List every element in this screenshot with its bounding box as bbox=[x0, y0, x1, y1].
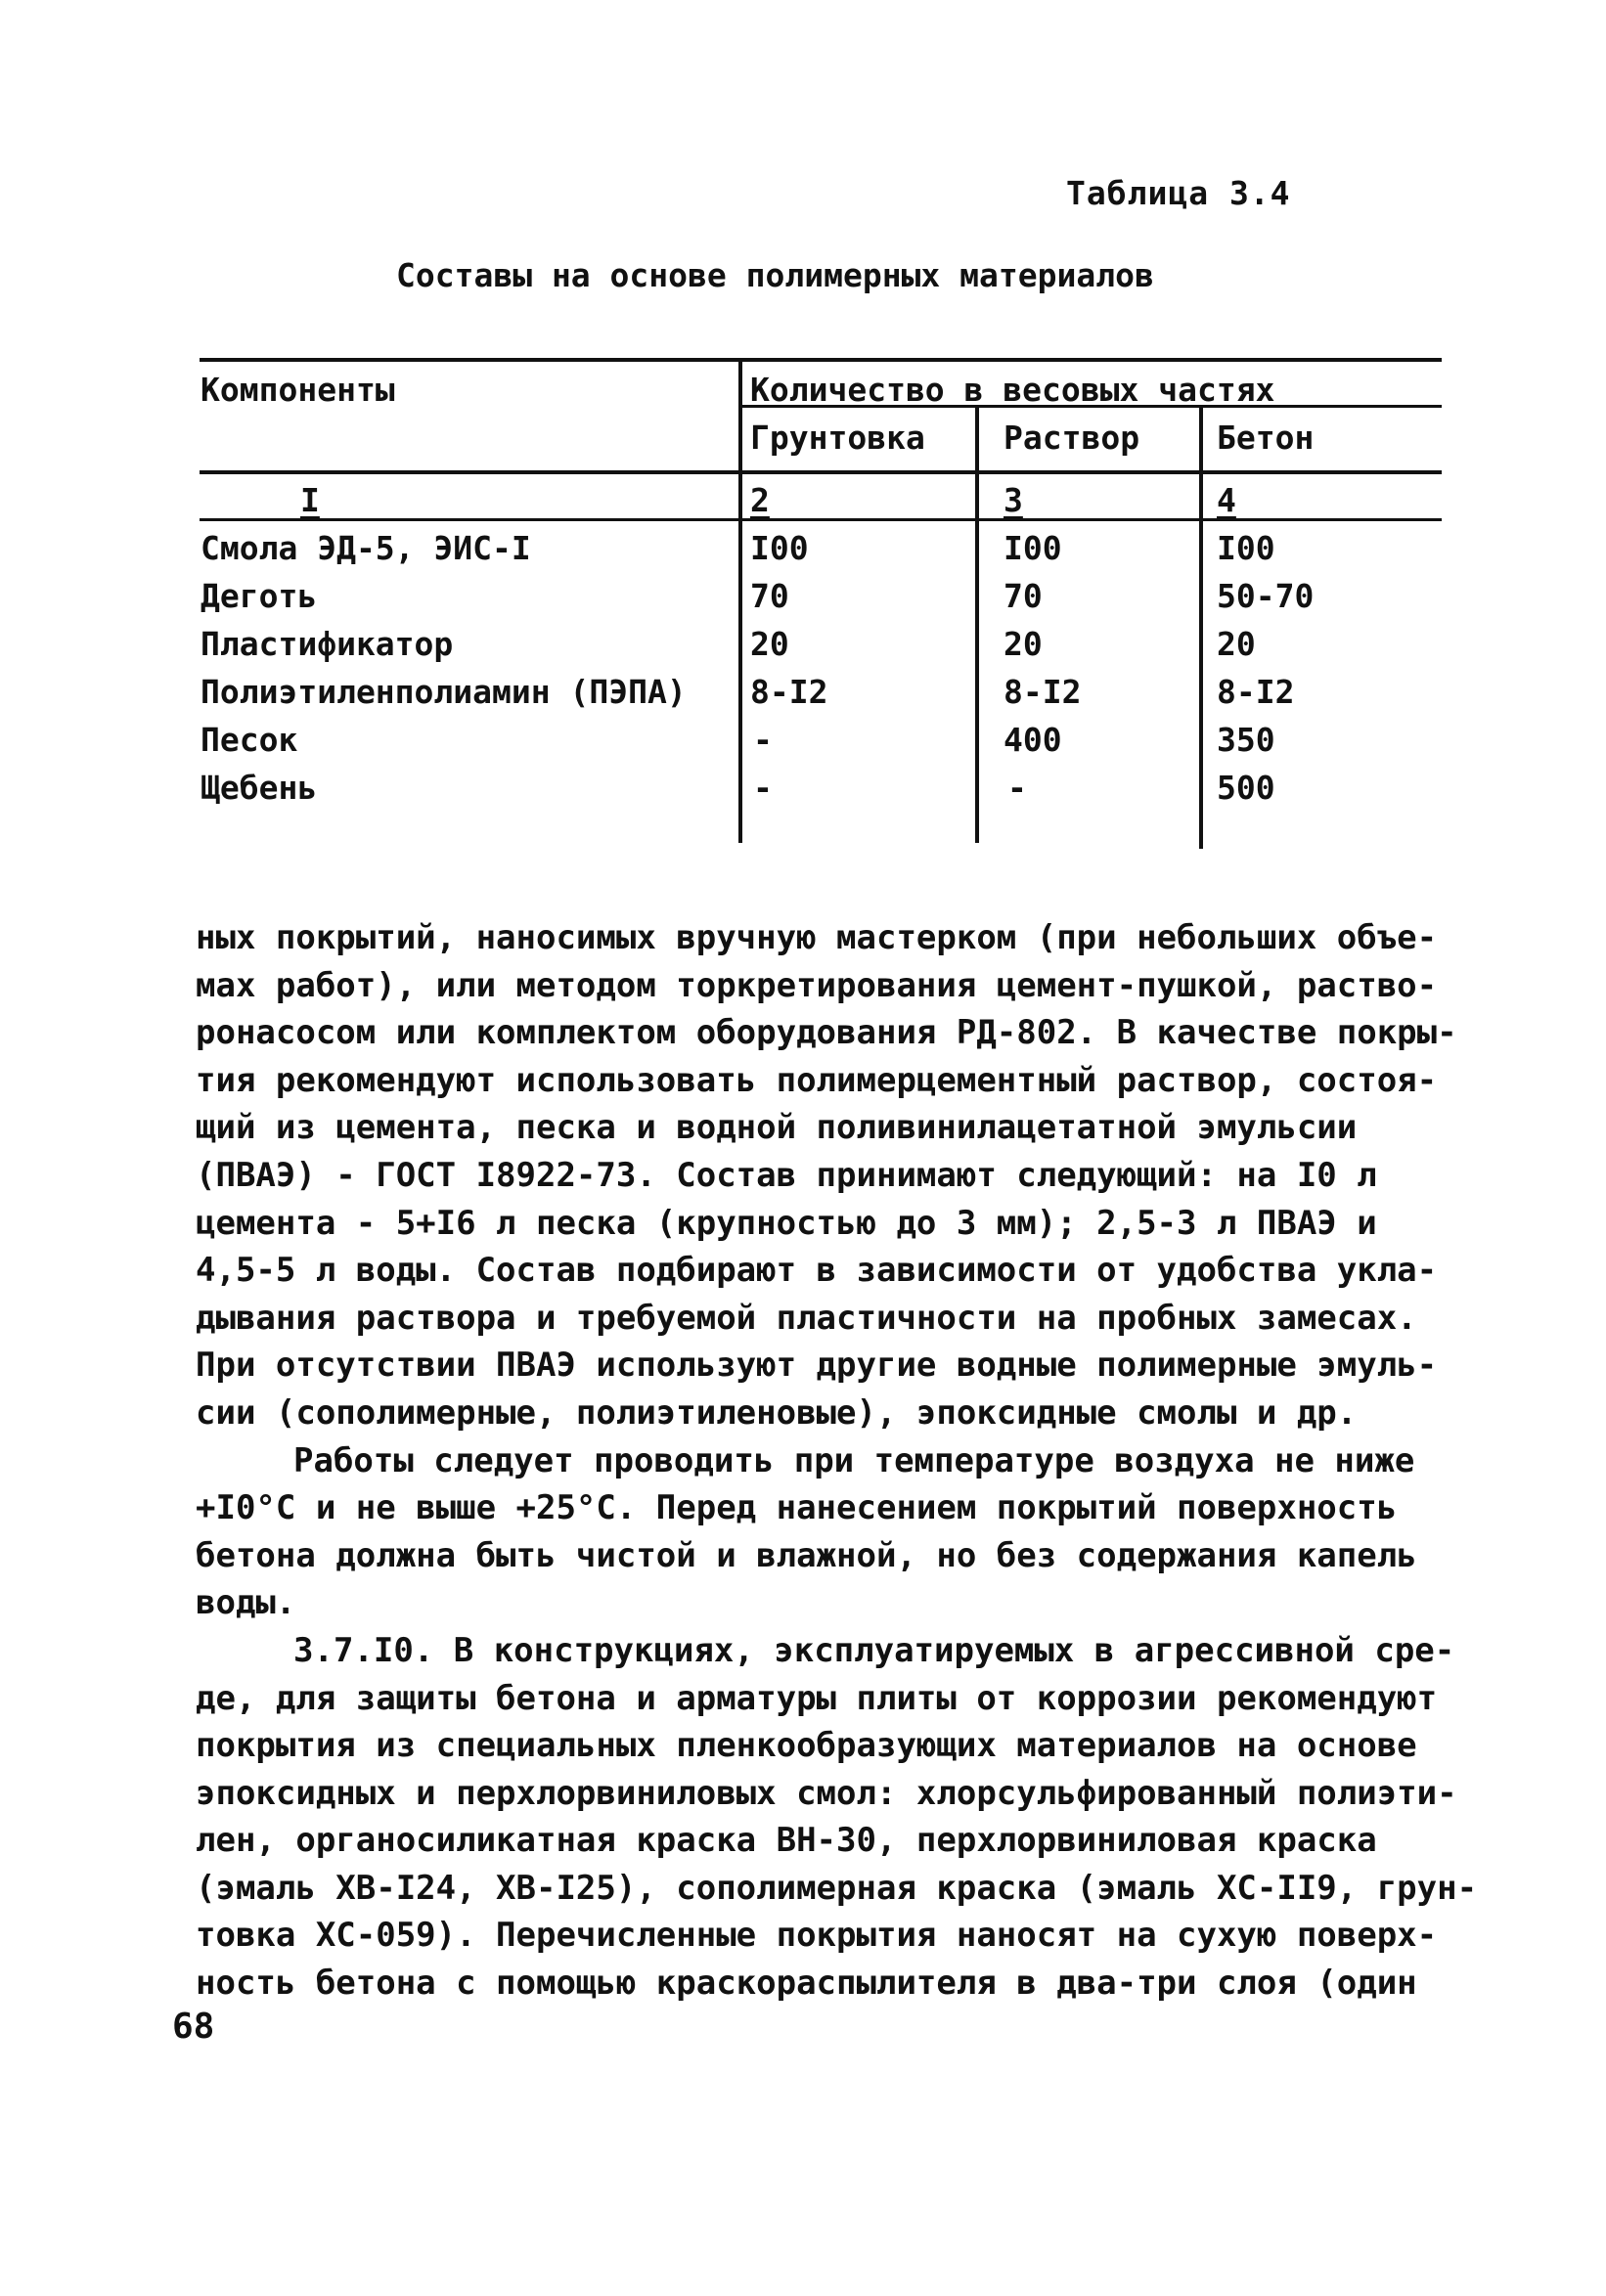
header-primer: Грунтовка bbox=[750, 419, 925, 457]
body-line: бетона должна быть чистой и влажной, но без содержания капель bbox=[196, 1535, 1417, 1575]
table-caption: Таблица 3.4 bbox=[1066, 174, 1291, 212]
body-line: 4,5-5 л воды. Состав подбирают в зависимости от удобства укла- bbox=[196, 1251, 1438, 1291]
table-top-rule bbox=[200, 358, 1442, 362]
row-6-mortar: - bbox=[1007, 769, 1027, 807]
header-components: Компоненты bbox=[201, 371, 395, 409]
row-5-primer: - bbox=[753, 721, 773, 759]
row-2-primer: 70 bbox=[750, 577, 789, 615]
body-line: воды. bbox=[196, 1583, 296, 1623]
body-line: дывания раствора и требуемой пластичности на пробных замесах. bbox=[196, 1298, 1417, 1338]
row-5-name: Песок bbox=[201, 721, 298, 759]
body-line: цемента - 5+I6 л песка (крупностью до 3 мм); 2,5-3 л ПВАЭ и bbox=[196, 1203, 1377, 1243]
body-line: 3.7.I0. В конструкциях, эксплуатируемых в агрессивной сре- bbox=[293, 1630, 1455, 1670]
header-quantity: Количество в весовых частях bbox=[750, 371, 1275, 409]
table-divider-3 bbox=[1199, 407, 1203, 849]
body-line: тия рекомендуют использовать полимерцементный раствор, состоя- bbox=[196, 1060, 1438, 1100]
header-concrete: Бетон bbox=[1217, 419, 1315, 457]
header-bottom-rule bbox=[200, 470, 1442, 474]
body-line: (эмаль ХВ-I24, ХВ-I25), сополимерная краска (эмаль ХС-II9, грун- bbox=[196, 1868, 1478, 1908]
body-text bbox=[196, 914, 1478, 2008]
body-line: эпоксидных и перхлорвиниловых смол: хлорсульфированный полиэти- bbox=[196, 1773, 1457, 1813]
body-line: де, для защиты бетона и арматуры плиты от коррозии рекомендуют bbox=[196, 1678, 1438, 1718]
row-4-concrete: 8-I2 bbox=[1217, 673, 1295, 711]
column-number-3: 3 bbox=[1004, 481, 1023, 519]
row-5-concrete: 350 bbox=[1217, 721, 1275, 759]
table-divider-1 bbox=[738, 358, 742, 843]
body-line: +I0°С и не выше +25°С. Перед нанесением покрытий поверхность bbox=[196, 1488, 1398, 1528]
column-number-4: 4 bbox=[1217, 481, 1236, 519]
row-1-concrete: I00 bbox=[1217, 529, 1275, 567]
composition-table bbox=[0, 0, 1606, 880]
body-line: сии (сополимерные, полиэтиленовые), эпоксидные смолы и др. bbox=[196, 1392, 1358, 1433]
header-mortar: Раствор bbox=[1004, 419, 1140, 457]
page-number: 68 bbox=[172, 2007, 215, 2047]
body-line: Работы следует проводить при температуре воздуха не ниже bbox=[293, 1440, 1415, 1480]
body-line: покрытия из специальных пленкообразующих материалов на основе bbox=[196, 1726, 1417, 1766]
row-4-name: Полиэтиленполиамин (ПЭПА) bbox=[201, 673, 687, 711]
column-number-2: 2 bbox=[750, 481, 770, 519]
row-4-primer: 8-I2 bbox=[750, 673, 828, 711]
body-line: лен, органосиликатная краска ВН-30, перхлорвиниловая краска bbox=[196, 1821, 1377, 1861]
row-1-name: Смола ЭД-5, ЭИС-I bbox=[201, 529, 531, 567]
row-3-name: Пластификатор bbox=[201, 625, 454, 663]
body-line: товка ХС-059). Перечисленные покрытия наносят на сухую поверх- bbox=[196, 1916, 1438, 1956]
body-line: мах работ), или методом торкретирования цемент-пушкой, раство- bbox=[196, 965, 1438, 1005]
body-line: ность бетона с помощью краскораспылителя в два-три слоя (один bbox=[196, 1964, 1417, 2004]
table-title: Составы на основе полимерных материалов bbox=[396, 256, 1154, 294]
body-line: ных покрытий, наносимых вручную мастерком (при небольших объе- bbox=[196, 918, 1438, 957]
body-line: щий из цемента, песка и водной поливинилацетатной эмульсии bbox=[196, 1108, 1358, 1148]
row-6-name: Щебень bbox=[201, 769, 318, 807]
row-3-primer: 20 bbox=[750, 625, 789, 663]
column-number-rule bbox=[200, 518, 1442, 521]
body-line: ронасосом или комплектом оборудования РД-802. В качестве покры- bbox=[196, 1013, 1457, 1053]
row-5-mortar: 400 bbox=[1004, 721, 1062, 759]
row-1-primer: I00 bbox=[750, 529, 809, 567]
body-line: (ПВАЭ) - ГОСТ I8922-73. Состав принимают следующий: на I0 л bbox=[196, 1155, 1377, 1195]
row-3-concrete: 20 bbox=[1217, 625, 1256, 663]
table-divider-2 bbox=[975, 407, 979, 843]
body-line: При отсутствии ПВАЭ используют другие водные полимерные эмуль- bbox=[196, 1346, 1438, 1386]
row-3-mortar: 20 bbox=[1004, 625, 1043, 663]
row-2-name: Деготь bbox=[201, 577, 318, 615]
row-2-mortar: 70 bbox=[1004, 577, 1043, 615]
row-6-concrete: 500 bbox=[1217, 769, 1275, 807]
column-number-1: I bbox=[300, 481, 320, 519]
row-1-mortar: I00 bbox=[1004, 529, 1062, 567]
row-4-mortar: 8-I2 bbox=[1004, 673, 1082, 711]
row-6-primer: - bbox=[753, 769, 773, 807]
row-2-concrete: 50-70 bbox=[1217, 577, 1315, 615]
